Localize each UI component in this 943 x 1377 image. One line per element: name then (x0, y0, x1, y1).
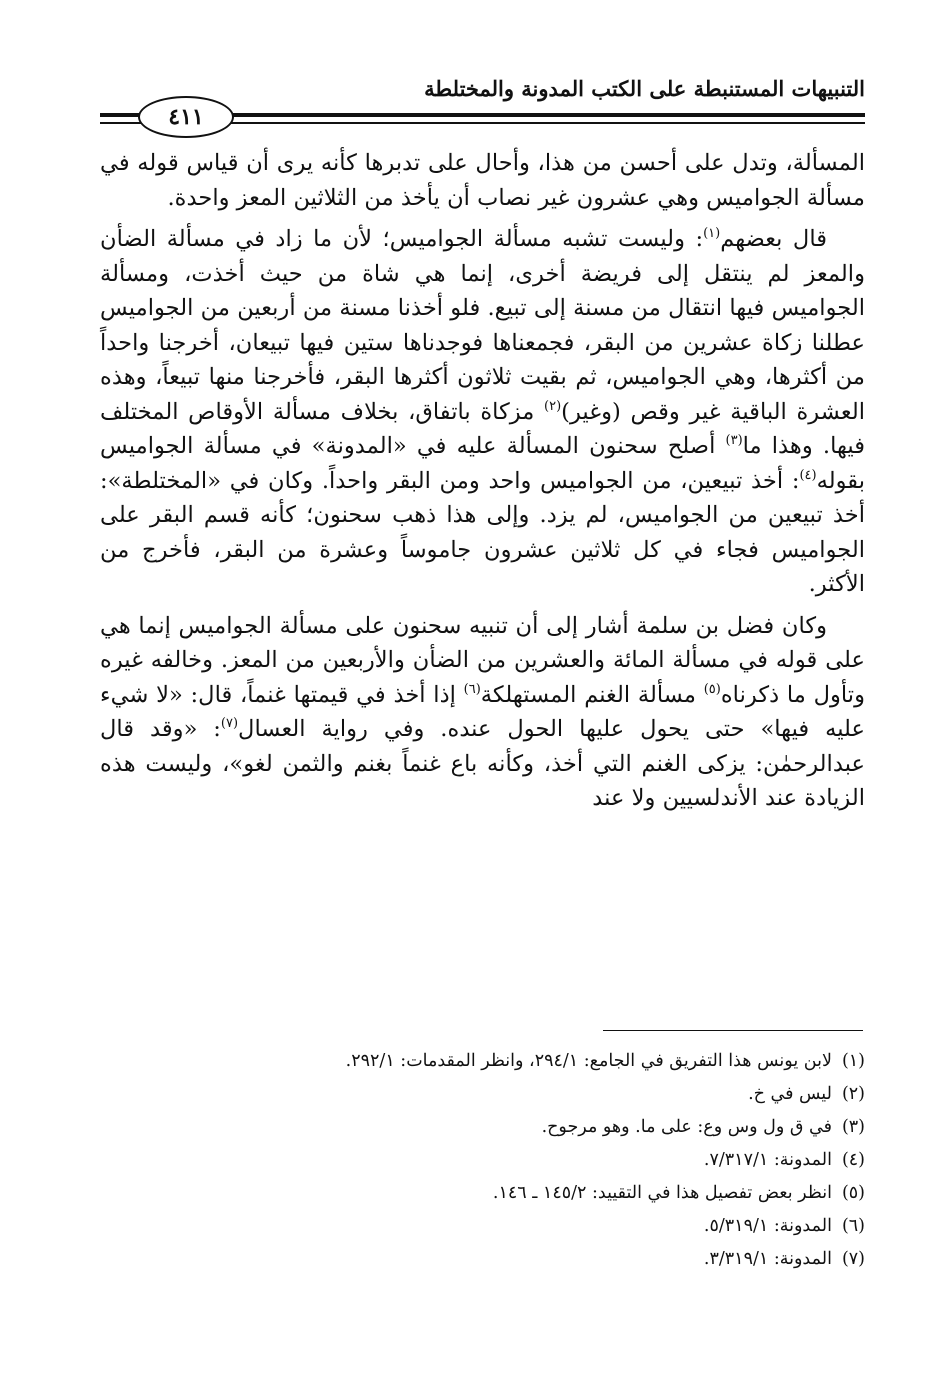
footnote-ref-2[interactable]: (٢) (544, 398, 562, 414)
paragraph-2 (100, 222, 865, 602)
footnote-text: في ق ول وس وع: على ما. وهو مرجوح. (541, 1117, 832, 1137)
footnote-6 (100, 1210, 865, 1243)
footnote-ref-4[interactable]: (٤) (799, 467, 817, 483)
footnote-7 (100, 1243, 865, 1276)
text-run: مسألة الغنم المستهلكة (480, 681, 704, 708)
footnote-2 (100, 1078, 865, 1111)
footnote-3 (100, 1111, 865, 1144)
footnote-text: لابن يونس هذا التفريق في الجامع: ٢٩٤/١، وانظر المقدمات: ٢٩٢/١. (345, 1051, 832, 1071)
footnote-ref-6[interactable]: (٦) (463, 681, 481, 697)
footnote-ref-3[interactable]: (٣) (725, 433, 743, 448)
page-number: ٤١١ (168, 104, 204, 130)
text-run: وكان فضل بن سلمة أشار إلى أن تنبيه سحنون على مسألة الجواميس إنما هي على قوله في مسألة المائة والعشرين من الضأن والأربعين من المعز. وخالفه غيره وتأول ما ذكرناه (100, 612, 865, 708)
text-run: أصلح سحنون المسألة عليه في «المدونة» في مسألة الجواميس بقوله (100, 433, 865, 494)
footnote-4 (100, 1144, 865, 1177)
main-text (100, 146, 865, 816)
running-title: التنبيهات المستنبطة على الكتب المدونة والمختلطة (424, 76, 865, 101)
footnote-text: المدونة: ٣/٣١٩/١. (703, 1249, 832, 1269)
footnote-number: (٦) (841, 1216, 865, 1236)
footnote-1 (100, 1045, 865, 1078)
text-run: مزكاة باتفاق، بخلاف مسألة الأوقاص المختلف فيها. وهذا ما (100, 398, 865, 459)
paragraph-3 (100, 609, 865, 816)
footnote-number: (٢) (841, 1084, 865, 1104)
footnote-ref-5[interactable]: (٥) (703, 681, 721, 697)
text-run: إذا أخذ في قيمتها غنماً، قال: «لا شيء عليه فيها» حتى يحول عليها الحول عنده. وفي رواية العسال (100, 681, 865, 742)
footnote-ref-7[interactable]: (٧) (220, 716, 239, 731)
text-run: قال بعضهم (720, 226, 828, 252)
footnote-number: (٤) (841, 1150, 865, 1170)
footnote-number: (٣) (841, 1117, 865, 1137)
footnotes (100, 1045, 865, 1276)
footnote-ref-1[interactable]: (١) (703, 226, 721, 241)
footnote-number: (١) (841, 1051, 865, 1071)
text-run: : أخذ تبيعين، من الجواميس واحد ومن البقر واحداً. وكان في «المختلطة»: أخذ تبيعين من الجواميس، لم يزد. وإلى هذا ذهب سحنون؛ كأنه قسم البقر على الجواميس فجاء في كل ثلاثين عشرون جاموساً وعشرة من البقر، فأخرج من الأكثر. (100, 467, 865, 597)
footnote-text: المدونة: ٧/٣١٧/١. (703, 1150, 832, 1170)
paragraph-1: المسألة، وتدل على أحسن من هذا، وأحال على تدبرها كأنه يرى أن قياس قوله في مسألة الجواميس وهي عشرون غير نصاب أن يأخذ من الثلاثين المعز واحدة. (100, 150, 865, 211)
page-number-ornament (138, 96, 234, 138)
text-run: : وليست تشبه مسألة الجواميس؛ لأن ما زاد في مسألة الضأن والمعز لم ينتقل إلى فريضة أخرى، إنما هي شاة من حيث أخذت، ومسألة الجواميس فيها انتقال من مسنة إلى تبيع. فلو أخذنا مسنة من أربعين من الجواميس عطلنا زكاة عشرين من البقر، فجمعناها فوجدناها ستين فيها تبيعان، أخرجنا واحداً من أكثرها، وهي الجواميس، ثم بقيت ثلاثون أكثرها البقر، فأخرجنا منها تبيعاً، وهذه العشرة الباقية غير وقص (وغير) (100, 226, 865, 425)
footnote-text: ليس في خ. (748, 1084, 832, 1104)
footnote-text: انظر بعض تفصيل هذا في التقييد: ١٤٥/٢ ـ ١٤٦. (492, 1183, 832, 1203)
footnote-number: (٥) (841, 1183, 865, 1203)
footnote-separator (603, 1030, 863, 1031)
footnote-text: المدونة: ٥/٣١٩/١. (703, 1216, 832, 1236)
footnote-number: (٧) (841, 1249, 865, 1269)
footnote-5 (100, 1177, 865, 1210)
text-run: : «وقد قال عبدالرحمٰن: يزكى الغنم التي أخذ، وكأنه باع غنماً بغنم والثمن لغو»، وليست هذه الزيادة عند الأندلسيين ولا عند (100, 716, 865, 811)
